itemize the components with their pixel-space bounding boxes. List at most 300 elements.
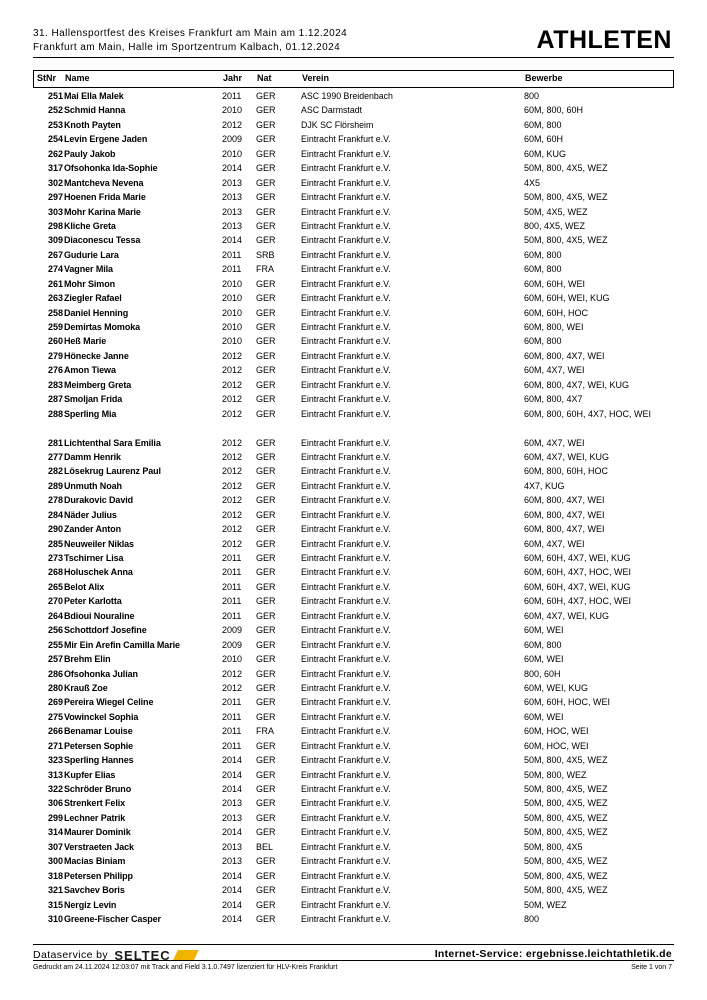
start-number: 299: [47, 812, 63, 823]
birth-year: 2013: [222, 798, 243, 809]
athlete-name: Unmuth Noah: [64, 480, 122, 491]
table-row: [33, 611, 674, 625]
athlete-name: Kupfer Elias: [64, 769, 116, 780]
birth-year: 2010: [222, 148, 243, 159]
start-number: 303: [47, 206, 63, 217]
birth-year: 2014: [222, 163, 243, 174]
nationality: GER: [256, 798, 276, 809]
events: 60M, 800, 4X7, WEI: [524, 495, 605, 506]
nationality: GER: [256, 856, 276, 867]
birth-year: 2012: [222, 524, 243, 535]
birth-year: 2012: [222, 538, 243, 549]
birth-year: 2011: [222, 697, 242, 708]
events: 50M, 800, 4X5, WEZ: [524, 856, 608, 867]
birth-year: 2010: [222, 105, 243, 116]
nationality: GER: [256, 827, 276, 838]
table-row: [33, 481, 674, 495]
events: 60M, 800, 4X7: [524, 394, 583, 405]
birth-year: 2011: [222, 711, 242, 722]
table-row: [33, 235, 674, 249]
nationality: GER: [256, 365, 276, 376]
athlete-name: Gudurie Lara: [64, 249, 119, 260]
birth-year: 2012: [222, 119, 243, 130]
athlete-name: Zander Anton: [64, 524, 121, 535]
club-name: Eintracht Frankfurt e.V.: [301, 899, 391, 910]
table-row: [33, 409, 674, 438]
table-row: [33, 365, 674, 379]
athlete-name: Strenkert Felix: [64, 798, 126, 809]
table-row: [33, 798, 674, 812]
nationality: GER: [256, 495, 276, 506]
birth-year: 2012: [222, 350, 243, 361]
start-number: 277: [47, 451, 63, 462]
nationality: GER: [256, 278, 276, 289]
club-name: Eintracht Frankfurt e.V.: [301, 755, 391, 766]
birth-year: 2011: [222, 91, 242, 101]
events: 60M, WEI: [524, 654, 564, 665]
birth-year: 2012: [222, 480, 243, 491]
start-number: 259: [47, 322, 63, 332]
footer-printed-info: Gedruckt am 24.11.2024 12:03:07 mit Track and Field 3.1.0.7497 lizenziert für HLV-Kreis Frankfurt: [33, 964, 338, 971]
start-number: 286: [47, 668, 63, 679]
nationality: GER: [256, 596, 276, 607]
start-number: 263: [47, 293, 63, 304]
events: 60M, 4X7, WEI: [524, 538, 585, 549]
nationality: GER: [256, 134, 276, 145]
nationality: GER: [256, 336, 276, 347]
start-number: 271: [47, 740, 63, 751]
athlete-name: Mohr Simon: [64, 278, 115, 289]
birth-year: 2012: [222, 451, 243, 462]
athlete-name: Vowinckel Sophia: [64, 711, 139, 722]
events: 60M, 60H, 4X7, HOC, WEI: [524, 567, 632, 578]
table-row: [33, 293, 674, 307]
start-number: 273: [47, 553, 63, 564]
club-name: Eintracht Frankfurt e.V.: [301, 134, 391, 145]
club-name: Eintracht Frankfurt e.V.: [301, 538, 391, 549]
nationality: GER: [256, 610, 276, 621]
athlete-name: Peter Karlotta: [64, 596, 122, 607]
nationality: GER: [256, 408, 276, 419]
start-number: 318: [47, 870, 63, 881]
start-number: 254: [47, 134, 63, 145]
nationality: GER: [256, 148, 276, 159]
events: 50M, 800, 4X5, WEZ: [524, 784, 608, 795]
table-row: [33, 308, 674, 322]
start-number: 256: [47, 625, 63, 636]
events: 4X7, KUG: [524, 480, 565, 491]
start-number: 255: [47, 639, 63, 650]
nationality: GER: [256, 885, 276, 896]
club-name: Eintracht Frankfurt e.V.: [301, 870, 391, 881]
birth-year: 2010: [222, 278, 243, 289]
birth-year: 2013: [222, 177, 243, 188]
table-row: [33, 380, 674, 394]
nationality: GER: [256, 307, 276, 318]
athlete-name: Benamar Louise: [64, 726, 133, 737]
table-row: [33, 741, 674, 755]
club-name: Eintracht Frankfurt e.V.: [301, 278, 391, 289]
table-row: [33, 582, 674, 596]
club-name: Eintracht Frankfurt e.V.: [301, 524, 391, 535]
club-name: Eintracht Frankfurt e.V.: [301, 567, 391, 578]
events: 800, 60H: [524, 668, 561, 679]
athlete-name: Bdioui Nouraline: [64, 610, 135, 621]
table-row: [33, 163, 674, 177]
athlete-name: Greene-Fischer Casper: [64, 913, 161, 924]
table-row: [33, 264, 674, 278]
birth-year: 2012: [222, 437, 243, 448]
birth-year: 2014: [222, 827, 243, 838]
club-name: Eintracht Frankfurt e.V.: [301, 841, 391, 852]
club-name: Eintracht Frankfurt e.V.: [301, 336, 391, 347]
nationality: GER: [256, 567, 276, 578]
table-row: [33, 842, 674, 856]
club-name: Eintracht Frankfurt e.V.: [301, 798, 391, 809]
table-row: [33, 120, 674, 134]
birth-year: 2010: [222, 336, 243, 347]
nationality: GER: [256, 697, 276, 708]
start-number: 307: [47, 841, 63, 852]
table-row: [33, 813, 674, 827]
table-row: [33, 524, 674, 538]
birth-year: 2009: [222, 134, 243, 145]
club-name: Eintracht Frankfurt e.V.: [301, 206, 391, 217]
club-name: Eintracht Frankfurt e.V.: [301, 307, 391, 318]
events: 60M, 800: [524, 336, 562, 347]
start-number: 267: [47, 249, 63, 260]
start-number: 253: [47, 119, 63, 130]
table-row: [33, 871, 674, 885]
birth-year: 2011: [222, 553, 242, 564]
table-row: [33, 900, 674, 914]
nationality: GER: [256, 91, 276, 101]
athlete-name: Ofsohonka Julian: [64, 668, 138, 679]
nationality: GER: [256, 322, 276, 332]
athlete-name: Demirtas Momoka: [64, 322, 141, 332]
club-name: Eintracht Frankfurt e.V.: [301, 639, 391, 650]
athlete-name: Neuweiler Niklas: [64, 538, 134, 549]
footer-rule: [33, 944, 674, 945]
table-row: [33, 539, 674, 553]
start-number: 269: [47, 697, 63, 708]
athlete-name: Meimberg Greta: [64, 379, 132, 390]
nationality: GER: [256, 538, 276, 549]
nationality: GER: [256, 350, 276, 361]
start-number: 300: [47, 856, 63, 867]
events: 60M, HOC, WEI: [524, 740, 589, 751]
table-row: [33, 683, 674, 697]
athlete-name: Krauß Zoe: [64, 682, 108, 693]
club-name: Eintracht Frankfurt e.V.: [301, 235, 391, 246]
events: 60M, WEI: [524, 625, 564, 636]
nationality: GER: [256, 812, 276, 823]
birth-year: 2014: [222, 755, 243, 766]
start-number: 282: [47, 466, 63, 477]
athlete-name: Tschirner Lisa: [64, 553, 124, 564]
club-name: Eintracht Frankfurt e.V.: [301, 581, 391, 592]
club-name: Eintracht Frankfurt e.V.: [301, 437, 391, 448]
birth-year: 2012: [222, 495, 243, 506]
start-number: 262: [47, 148, 63, 159]
nationality: GER: [256, 769, 276, 780]
start-number: 275: [47, 711, 63, 722]
footer-page-number: Seite 1 von 7: [631, 964, 672, 971]
events: 60M, HOC, WEI: [524, 726, 589, 737]
events: 800: [524, 913, 540, 924]
nationality: GER: [256, 105, 276, 116]
athlete-name: Nergiz Levin: [64, 899, 117, 910]
events: 50M, 800, 4X5, WEZ: [524, 235, 608, 246]
col-jahr: Jahr: [223, 73, 243, 83]
club-name: Eintracht Frankfurt e.V.: [301, 293, 391, 304]
nationality: BEL: [256, 841, 274, 852]
nationality: GER: [256, 784, 276, 795]
start-number: 285: [47, 538, 63, 549]
birth-year: 2012: [222, 682, 243, 693]
events: 50M, 800, WEZ: [524, 769, 587, 780]
athlete-name: Belot Alix: [64, 581, 105, 592]
birth-year: 2012: [222, 408, 243, 419]
birth-year: 2013: [222, 192, 243, 203]
club-name: Eintracht Frankfurt e.V.: [301, 856, 391, 867]
club-name: Eintracht Frankfurt e.V.: [301, 711, 391, 722]
club-name: Eintracht Frankfurt e.V.: [301, 682, 391, 693]
athlete-name: Ofsohonka Ida-Sophie: [64, 163, 158, 174]
table-row: [33, 221, 674, 235]
athlete-name: Lichtenthal Sara Emilia: [64, 437, 161, 448]
nationality: GER: [256, 220, 276, 231]
athlete-name: Smoljan Frida: [64, 394, 123, 405]
athlete-name: Hönecke Janne: [64, 350, 129, 361]
club-name: Eintracht Frankfurt e.V.: [301, 913, 391, 924]
birth-year: 2012: [222, 394, 243, 405]
birth-year: 2012: [222, 365, 243, 376]
club-name: Eintracht Frankfurt e.V.: [301, 365, 391, 376]
athlete-name: Kliche Greta: [64, 220, 116, 231]
events: 50M, 800, 4X5, WEZ: [524, 163, 608, 174]
athlete-name: Mantcheva Nevena: [64, 177, 144, 188]
nationality: GER: [256, 668, 276, 679]
club-name: Eintracht Frankfurt e.V.: [301, 740, 391, 751]
nationality: SRB: [256, 249, 275, 260]
events: 50M, WEZ: [524, 899, 567, 910]
birth-year: 2013: [222, 220, 243, 231]
birth-year: 2009: [222, 625, 243, 636]
col-bewerbe: Bewerbe: [525, 73, 563, 83]
events: 60M, 60H, HOC, WEI: [524, 697, 611, 708]
events: 50M, 800, 4X5, WEZ: [524, 885, 608, 896]
table-row: [33, 770, 674, 784]
start-number: 281: [47, 437, 63, 448]
table-row: [33, 134, 674, 148]
seltec-logo-text: SELTEC: [114, 948, 171, 963]
events: 60M, 60H, 4X7, WEI, KUG: [524, 553, 631, 564]
athlete-name: Maurer Dominik: [64, 827, 131, 838]
events: 60M, 60H, WEI, KUG: [524, 293, 610, 304]
club-name: Eintracht Frankfurt e.V.: [301, 408, 391, 419]
club-name: Eintracht Frankfurt e.V.: [301, 379, 391, 390]
nationality: GER: [256, 451, 276, 462]
nationality: GER: [256, 913, 276, 924]
birth-year: 2011: [222, 740, 242, 751]
table-row: [33, 596, 674, 610]
nationality: GER: [256, 480, 276, 491]
birth-year: 2011: [222, 567, 242, 578]
footer-rule-2: [33, 960, 674, 961]
start-number: 323: [47, 755, 63, 766]
athlete-name: Lechner Patrik: [64, 812, 126, 823]
club-name: Eintracht Frankfurt e.V.: [301, 625, 391, 636]
start-number: 287: [47, 394, 63, 405]
club-name: Eintracht Frankfurt e.V.: [301, 495, 391, 506]
start-number: 310: [47, 913, 63, 924]
birth-year: 2011: [222, 596, 242, 607]
events: 60M, 60H, 4X7, HOC, WEI: [524, 596, 632, 607]
events: 50M, 800, 4X5, WEZ: [524, 870, 608, 881]
table-row: [33, 394, 674, 408]
table-row: [33, 250, 674, 264]
events: 50M, 4X5, WEZ: [524, 206, 588, 217]
table-row: [33, 712, 674, 726]
table-row: [33, 149, 674, 163]
club-name: DJK SC Flörsheim: [301, 119, 374, 130]
club-name: Eintracht Frankfurt e.V.: [301, 350, 391, 361]
athlete-name: Amon Tiewa: [64, 365, 116, 376]
nationality: FRA: [256, 726, 274, 737]
athlete-name: Pauly Jakob: [64, 148, 116, 159]
nationality: GER: [256, 899, 276, 910]
start-number: 322: [47, 784, 63, 795]
start-number: 288: [47, 408, 63, 419]
nationality: GER: [256, 870, 276, 881]
birth-year: 2011: [222, 726, 242, 737]
club-name: Eintracht Frankfurt e.V.: [301, 509, 391, 520]
events: 50M, 800, 4X5: [524, 841, 583, 852]
start-number: 314: [47, 827, 63, 838]
birth-year: 2011: [222, 249, 242, 260]
birth-year: 2011: [222, 610, 242, 621]
birth-year: 2014: [222, 899, 243, 910]
birth-year: 2013: [222, 856, 243, 867]
start-number: 261: [47, 278, 63, 289]
start-number: 321: [47, 885, 63, 896]
athlete-name: Holuschek Anna: [64, 567, 133, 578]
events: 60M, 800, 4X7, WEI: [524, 509, 605, 520]
birth-year: 2013: [222, 812, 243, 823]
athlete-name: Sperling Hannes: [64, 755, 134, 766]
events: 800, 4X5, WEZ: [524, 220, 586, 231]
athlete-name: Verstraeten Jack: [64, 841, 134, 852]
nationality: GER: [256, 740, 276, 751]
club-name: Eintracht Frankfurt e.V.: [301, 553, 391, 564]
athlete-name: Damm Henrik: [64, 451, 121, 462]
club-name: Eintracht Frankfurt e.V.: [301, 148, 391, 159]
birth-year: 2009: [222, 639, 243, 650]
birth-year: 2013: [222, 206, 243, 217]
birth-year: 2014: [222, 769, 243, 780]
table-row: [33, 322, 674, 336]
table-row: [33, 466, 674, 480]
athlete-name: Mai Ella Malek: [64, 91, 124, 101]
events: 60M, 800, 60H: [524, 105, 584, 116]
athlete-name: Macias Biniam: [64, 856, 126, 867]
athlete-name: Durakovic David: [64, 495, 134, 506]
table-row: [33, 192, 674, 206]
col-name: Name: [65, 73, 90, 83]
events: 800: [524, 91, 540, 101]
events: 60M, 60H, WEI: [524, 278, 586, 289]
table-row: [33, 438, 674, 452]
start-number: 283: [47, 379, 63, 390]
events: 50M, 800, 4X5, WEZ: [524, 798, 608, 809]
events: 60M, 60H, HOC: [524, 307, 589, 318]
table-row: [33, 105, 674, 119]
dataservice-label: Dataservice by: [33, 949, 109, 961]
birth-year: 2013: [222, 841, 243, 852]
athlete-name: Schröder Bruno: [64, 784, 132, 795]
table-row: [33, 510, 674, 524]
nationality: GER: [256, 509, 276, 520]
start-number: 284: [47, 509, 63, 520]
start-number: 266: [47, 726, 63, 737]
table-row: [33, 640, 674, 654]
athlete-name: Mir Ein Arefin Camilla Marie: [64, 639, 180, 650]
events: 60M, 60H: [524, 134, 564, 145]
col-stnr: StNr: [37, 73, 57, 83]
birth-year: 2010: [222, 307, 243, 318]
start-number: 251: [47, 91, 63, 101]
nationality: GER: [256, 437, 276, 448]
birth-year: 2014: [222, 913, 243, 924]
table-row: [33, 279, 674, 293]
nationality: GER: [256, 293, 276, 304]
start-number: 315: [47, 899, 63, 910]
athlete-name: Petersen Sophie: [64, 740, 134, 751]
club-name: Eintracht Frankfurt e.V.: [301, 784, 391, 795]
club-name: ASC 1990 Breidenbach: [301, 91, 393, 101]
athlete-name: Levin Ergene Jaden: [64, 134, 148, 145]
events: 60M, WEI, KUG: [524, 682, 589, 693]
table-row: [33, 827, 674, 841]
table-row: [33, 856, 674, 870]
start-number: 289: [47, 480, 63, 491]
start-number: 252: [47, 105, 63, 116]
header-rule: [33, 57, 674, 58]
events: 60M, 800, 4X7, WEI: [524, 524, 605, 535]
nationality: GER: [256, 466, 276, 477]
start-number: 257: [47, 654, 63, 665]
start-number: 309: [47, 235, 63, 246]
athlete-name: Sperling Mia: [64, 408, 117, 419]
col-nat: Nat: [257, 73, 272, 83]
table-row: [33, 914, 674, 928]
athlete-name: Schmid Hanna: [64, 105, 126, 116]
start-number: 313: [47, 769, 63, 780]
birth-year: 2012: [222, 379, 243, 390]
nationality: GER: [256, 235, 276, 246]
events: 60M, 800: [524, 119, 562, 130]
birth-year: 2011: [222, 264, 242, 275]
club-name: Eintracht Frankfurt e.V.: [301, 177, 391, 188]
table-row: [33, 625, 674, 639]
events: 60M, 800, 60H, 4X7, HOC, WEI: [524, 408, 652, 419]
club-name: Eintracht Frankfurt e.V.: [301, 220, 391, 231]
events: 60M, WEI: [524, 711, 564, 722]
athlete-name: Heß Marie: [64, 336, 107, 347]
club-name: Eintracht Frankfurt e.V.: [301, 769, 391, 780]
birth-year: 2014: [222, 784, 243, 795]
